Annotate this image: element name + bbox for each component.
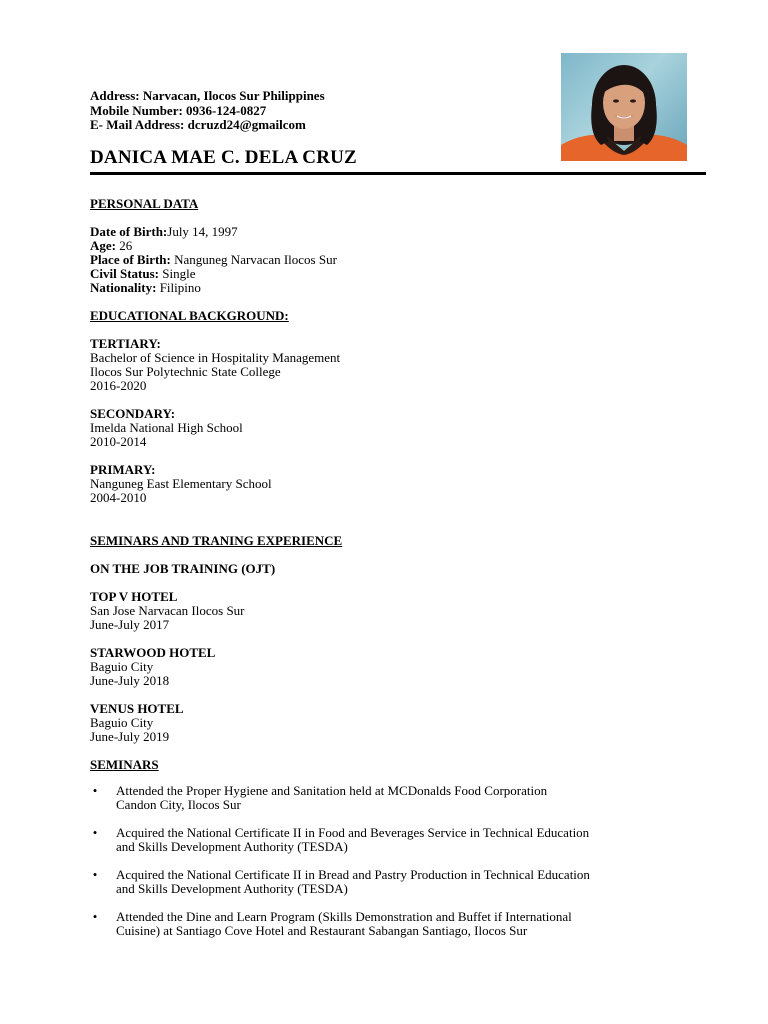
place-label: Place of Birth: bbox=[90, 252, 171, 267]
ojt-entry bbox=[90, 590, 245, 632]
seminar-line: Acquired the National Certificate II in Bread and Pastry Production in Technical Education bbox=[116, 867, 590, 882]
seminar-item bbox=[90, 826, 700, 854]
birth-row bbox=[90, 225, 337, 239]
age-label: Age: bbox=[90, 238, 116, 253]
primary-label: PRIMARY: bbox=[90, 462, 156, 477]
header-divider bbox=[90, 172, 706, 175]
seminar-line: Candon City, Ilocos Sur bbox=[116, 797, 241, 812]
training-heading: SEMINARS AND TRANING EXPERIENCE bbox=[90, 533, 343, 548]
ojt-entry bbox=[90, 702, 184, 744]
civil-row bbox=[90, 267, 337, 281]
seminar-line: and Skills Development Authority (TESDA) bbox=[116, 881, 348, 896]
personal-data-heading: PERSONAL DATA bbox=[90, 196, 199, 211]
contact-info bbox=[90, 89, 325, 133]
tertiary-label: TERTIARY: bbox=[90, 336, 161, 351]
secondary-years: 2010-2014 bbox=[90, 434, 147, 449]
bullet-icon: • bbox=[92, 825, 98, 840]
full-name: DANICA MAE C. DELA CRUZ bbox=[90, 147, 357, 168]
ojt-date: June-July 2018 bbox=[90, 673, 170, 688]
ojt-label: ON THE JOB TRAINING (OJT) bbox=[90, 561, 276, 576]
address-line: Address: Narvacan, Ilocos Sur Philippines bbox=[90, 88, 325, 103]
seminar-line: and Skills Development Authority (TESDA) bbox=[116, 839, 348, 854]
primary-years: 2004-2010 bbox=[90, 490, 147, 505]
age-row bbox=[90, 239, 337, 253]
nationality-value: Filipino bbox=[156, 280, 201, 295]
seminars-heading: SEMINARS bbox=[90, 757, 159, 772]
mobile-line: Mobile Number: 0936-124-0827 bbox=[90, 102, 267, 118]
bullet-icon: • bbox=[92, 909, 98, 924]
ojt-location: Baguio City bbox=[90, 715, 154, 730]
bullet-icon: • bbox=[92, 783, 98, 798]
birth-value: July 14, 1997 bbox=[167, 224, 238, 239]
seminar-line: Cuisine) at Santiago Cove Hotel and Restaurant Sabangan Santiago, Ilocos Sur bbox=[116, 923, 528, 938]
age-value: 26 bbox=[116, 238, 133, 253]
tertiary-course: Bachelor of Science in Hospitality Management bbox=[90, 350, 341, 365]
place-value: Nanguneg Narvacan Ilocos Sur bbox=[170, 252, 337, 267]
email-line: E- Mail Address: dcruzd24@gmailcom bbox=[90, 117, 306, 132]
place-row bbox=[90, 253, 337, 267]
seminar-line: Attended the Proper Hygiene and Sanitation held at MCDonalds Food Corporation bbox=[116, 783, 548, 798]
personal-data-block bbox=[90, 225, 337, 295]
nationality-row bbox=[90, 281, 337, 295]
bullet-icon: • bbox=[92, 867, 98, 882]
ojt-hotel: STARWOOD HOTEL bbox=[90, 645, 216, 660]
ojt-location: San Jose Narvacan Ilocos Sur bbox=[90, 603, 245, 618]
primary-school: Nanguneg East Elementary School bbox=[90, 476, 272, 491]
secondary-block bbox=[90, 407, 243, 449]
education-heading: EDUCATIONAL BACKGROUND: bbox=[90, 308, 289, 323]
nationality-label: Nationality: bbox=[90, 280, 157, 295]
seminar-line: Attended the Dine and Learn Program (Skills Demonstration and Buffet if International bbox=[116, 909, 572, 924]
birth-label: Date of Birth: bbox=[90, 224, 168, 239]
profile-photo bbox=[561, 53, 687, 161]
seminar-line: Acquired the National Certificate II in Food and Beverages Service in Technical Education bbox=[116, 825, 590, 840]
seminar-item bbox=[90, 784, 700, 812]
ojt-date: June-July 2019 bbox=[90, 729, 170, 744]
secondary-school: Imelda National High School bbox=[90, 420, 243, 435]
secondary-label: SECONDARY: bbox=[90, 406, 176, 421]
primary-block bbox=[90, 463, 272, 505]
ojt-date: June-July 2017 bbox=[90, 617, 170, 632]
ojt-entry bbox=[90, 646, 215, 688]
tertiary-block bbox=[90, 337, 340, 393]
ojt-hotel: TOP V HOTEL bbox=[90, 589, 178, 604]
tertiary-school: Ilocos Sur Polytechnic State College bbox=[90, 364, 281, 379]
tertiary-years: 2016-2020 bbox=[90, 378, 147, 393]
ojt-hotel: VENUS HOTEL bbox=[90, 701, 184, 716]
seminar-item bbox=[90, 910, 700, 938]
seminar-item bbox=[90, 868, 700, 896]
civil-value: Single bbox=[158, 266, 196, 281]
civil-label: Civil Status: bbox=[90, 266, 159, 281]
ojt-location: Baguio City bbox=[90, 659, 154, 674]
seminars-list bbox=[90, 784, 700, 952]
